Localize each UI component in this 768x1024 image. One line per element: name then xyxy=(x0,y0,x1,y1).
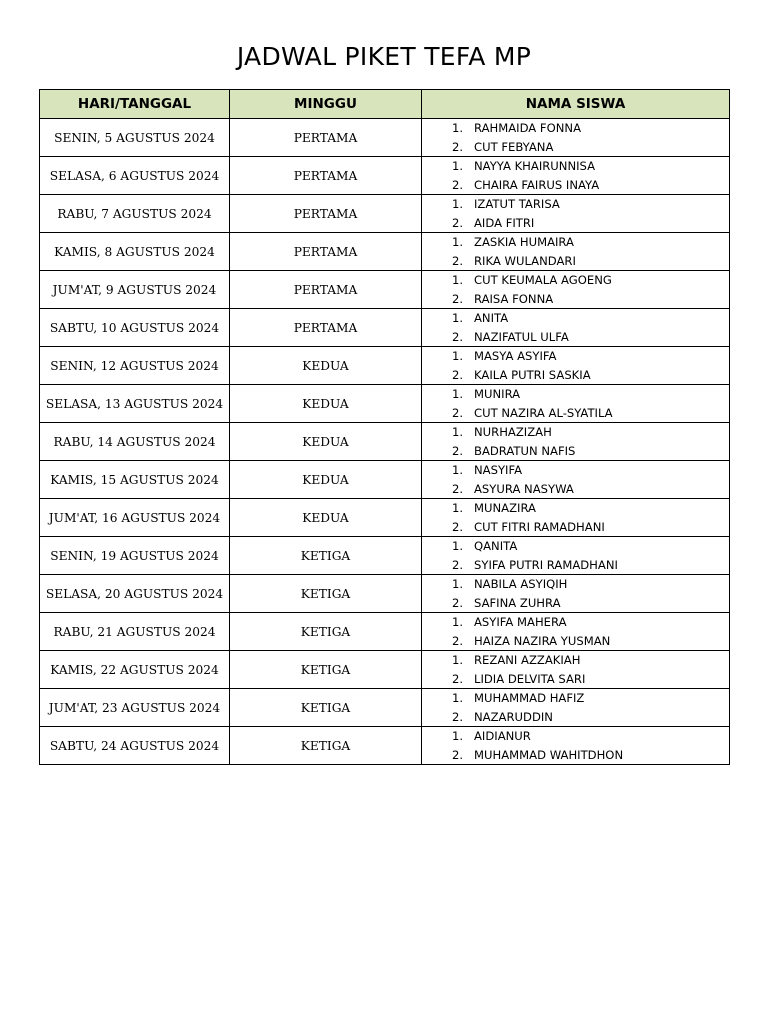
list-number: 2. xyxy=(452,139,464,154)
list-number: 1. xyxy=(452,501,464,515)
table-row xyxy=(40,347,730,385)
date-cell: RABU, 21 AGUSTUS 2024 xyxy=(40,613,230,651)
names-cell xyxy=(422,651,730,689)
list-number: 1. xyxy=(452,159,464,173)
table-row xyxy=(40,727,730,765)
list-number: 2. xyxy=(452,481,464,496)
date-cell: SABTU, 24 AGUSTUS 2024 xyxy=(40,727,230,765)
week-cell: PERTAMA xyxy=(230,233,422,271)
list-number: 1. xyxy=(452,311,464,325)
table-row xyxy=(40,233,730,271)
list-number: 1. xyxy=(452,349,464,363)
student-name: NAYYA KHAIRUNNISA xyxy=(474,159,596,173)
date-cell: SENIN, 12 AGUSTUS 2024 xyxy=(40,347,230,385)
student-name: BADRATUN NAFIS xyxy=(474,443,576,458)
list-number: 2. xyxy=(452,291,464,306)
date-cell: SELASA, 6 AGUSTUS 2024 xyxy=(40,157,230,195)
page-title: JADWAL PIKET TEFA MP xyxy=(236,42,532,71)
list-item xyxy=(422,670,729,689)
week-cell: KETIGA xyxy=(230,651,422,689)
date-cell: SABTU, 10 AGUSTUS 2024 xyxy=(40,309,230,347)
list-number: 1. xyxy=(452,425,464,439)
date-cell: JUM'AT, 16 AGUSTUS 2024 xyxy=(40,499,230,537)
table-row xyxy=(40,499,730,537)
list-item xyxy=(422,252,729,271)
student-list xyxy=(422,537,729,574)
student-name: NABILA ASYIQIH xyxy=(474,577,568,591)
student-name: CUT KEUMALA AGOENG xyxy=(474,273,612,287)
student-name: ASYIFA MAHERA xyxy=(474,615,567,629)
week-cell: KETIGA xyxy=(230,727,422,765)
header-hari-tanggal: HARI/TANGGAL xyxy=(40,90,230,119)
table-row xyxy=(40,309,730,347)
date-cell: SENIN, 5 AGUSTUS 2024 xyxy=(40,119,230,157)
list-item xyxy=(422,195,729,214)
list-number: 2. xyxy=(452,595,464,610)
date-cell: RABU, 7 AGUSTUS 2024 xyxy=(40,195,230,233)
student-name: MUHAMMAD HAFIZ xyxy=(474,691,585,705)
list-number: 1. xyxy=(452,729,464,743)
student-name: LIDIA DELVITA SARI xyxy=(474,671,586,686)
list-item xyxy=(422,613,729,632)
names-cell xyxy=(422,309,730,347)
student-list xyxy=(422,119,729,156)
schedule-body xyxy=(40,119,730,765)
student-name: NASYIFA xyxy=(474,463,522,477)
names-cell xyxy=(422,119,730,157)
table-row xyxy=(40,157,730,195)
student-list xyxy=(422,271,729,308)
list-item xyxy=(422,442,729,461)
list-item xyxy=(422,233,729,252)
date-cell: SENIN, 19 AGUSTUS 2024 xyxy=(40,537,230,575)
list-number: 2. xyxy=(452,443,464,458)
week-cell: PERTAMA xyxy=(230,309,422,347)
list-number: 1. xyxy=(452,653,464,667)
names-cell xyxy=(422,613,730,651)
table-row xyxy=(40,195,730,233)
list-number: 2. xyxy=(452,177,464,192)
list-number: 2. xyxy=(452,215,464,230)
student-name: SAFINA ZUHRA xyxy=(474,595,561,610)
student-list xyxy=(422,689,729,726)
list-number: 2. xyxy=(452,633,464,648)
list-item xyxy=(422,689,729,708)
week-cell: KEDUA xyxy=(230,385,422,423)
list-item xyxy=(422,632,729,651)
student-name: CHAIRA FAIRUS INAYA xyxy=(474,177,600,192)
list-number: 2. xyxy=(452,557,464,572)
student-list xyxy=(422,423,729,460)
student-name: NURHAZIZAH xyxy=(474,425,552,439)
student-list xyxy=(422,347,729,384)
student-name: RAHMAIDA FONNA xyxy=(474,121,581,135)
list-item xyxy=(422,461,729,480)
week-cell: PERTAMA xyxy=(230,271,422,309)
list-item xyxy=(422,309,729,328)
list-number: 2. xyxy=(452,329,464,344)
student-name: CUT FEBYANA xyxy=(474,139,554,154)
date-cell: KAMIS, 22 AGUSTUS 2024 xyxy=(40,651,230,689)
list-item xyxy=(422,575,729,594)
list-item xyxy=(422,594,729,613)
list-item xyxy=(422,518,729,537)
table-row xyxy=(40,461,730,499)
list-item xyxy=(422,651,729,670)
student-name: AIDA FITRI xyxy=(474,215,535,230)
week-cell: KETIGA xyxy=(230,575,422,613)
student-list xyxy=(422,727,729,764)
student-name: IZATUT TARISA xyxy=(474,197,560,211)
list-item xyxy=(422,746,729,765)
student-name: AIDIANUR xyxy=(474,729,531,743)
student-name: RIKA WULANDARI xyxy=(474,253,576,268)
week-cell: KEDUA xyxy=(230,347,422,385)
list-number: 1. xyxy=(452,615,464,629)
student-name: REZANI AZZAKIAH xyxy=(474,653,581,667)
week-cell: PERTAMA xyxy=(230,195,422,233)
week-cell: KEDUA xyxy=(230,499,422,537)
student-list xyxy=(422,195,729,232)
list-item xyxy=(422,499,729,518)
list-item xyxy=(422,347,729,366)
student-name: CUT NAZIRA AL-SYATILA xyxy=(474,405,613,420)
list-item xyxy=(422,176,729,195)
student-name: HAIZA NAZIRA YUSMAN xyxy=(474,633,611,648)
date-cell: JUM'AT, 23 AGUSTUS 2024 xyxy=(40,689,230,727)
student-list xyxy=(422,309,729,346)
date-cell: SELASA, 20 AGUSTUS 2024 xyxy=(40,575,230,613)
list-item xyxy=(422,157,729,176)
student-list xyxy=(422,157,729,194)
week-cell: KEDUA xyxy=(230,461,422,499)
student-name: MUNIRA xyxy=(474,387,521,401)
list-item xyxy=(422,328,729,347)
list-item xyxy=(422,404,729,423)
list-item xyxy=(422,138,729,157)
list-item xyxy=(422,556,729,575)
list-number: 2. xyxy=(452,367,464,382)
list-item xyxy=(422,537,729,556)
list-number: 1. xyxy=(452,235,464,249)
names-cell xyxy=(422,157,730,195)
week-cell: KETIGA xyxy=(230,537,422,575)
student-name: MUHAMMAD WAHITDHON xyxy=(474,747,624,762)
student-name: KAILA PUTRI SASKIA xyxy=(474,367,591,382)
table-row xyxy=(40,575,730,613)
student-name: SYIFA PUTRI RAMADHANI xyxy=(474,557,618,572)
names-cell xyxy=(422,727,730,765)
names-cell xyxy=(422,423,730,461)
student-name: ASYURA NASYWA xyxy=(474,481,574,496)
list-number: 2. xyxy=(452,747,464,762)
names-cell xyxy=(422,195,730,233)
date-cell: RABU, 14 AGUSTUS 2024 xyxy=(40,423,230,461)
list-number: 1. xyxy=(452,463,464,477)
table-row xyxy=(40,423,730,461)
list-item xyxy=(422,290,729,309)
names-cell xyxy=(422,347,730,385)
list-number: 2. xyxy=(452,253,464,268)
list-number: 1. xyxy=(452,273,464,287)
table-row xyxy=(40,689,730,727)
list-number: 1. xyxy=(452,577,464,591)
table-row xyxy=(40,537,730,575)
student-list xyxy=(422,385,729,422)
header-row xyxy=(40,90,730,119)
names-cell xyxy=(422,689,730,727)
table-row xyxy=(40,119,730,157)
student-name: ANITA xyxy=(474,311,509,325)
date-cell: SELASA, 13 AGUSTUS 2024 xyxy=(40,385,230,423)
names-cell xyxy=(422,499,730,537)
list-item xyxy=(422,366,729,385)
list-item xyxy=(422,727,729,746)
date-cell: JUM'AT, 9 AGUSTUS 2024 xyxy=(40,271,230,309)
list-number: 1. xyxy=(452,539,464,553)
student-name: RAISA FONNA xyxy=(474,291,554,306)
table-row xyxy=(40,651,730,689)
week-cell: PERTAMA xyxy=(230,119,422,157)
names-cell xyxy=(422,537,730,575)
list-number: 2. xyxy=(452,519,464,534)
student-name: CUT FITRI RAMADHANI xyxy=(474,519,605,534)
student-name: MASYA ASYIFA xyxy=(474,349,557,363)
list-number: 2. xyxy=(452,709,464,724)
week-cell: KETIGA xyxy=(230,613,422,651)
week-cell: KEDUA xyxy=(230,423,422,461)
date-cell: KAMIS, 8 AGUSTUS 2024 xyxy=(40,233,230,271)
week-cell: KETIGA xyxy=(230,689,422,727)
student-name: NAZARUDDIN xyxy=(474,709,553,724)
list-number: 2. xyxy=(452,405,464,420)
list-number: 1. xyxy=(452,197,464,211)
list-item xyxy=(422,271,729,290)
names-cell xyxy=(422,461,730,499)
list-item xyxy=(422,214,729,233)
list-item xyxy=(422,423,729,442)
student-list xyxy=(422,499,729,536)
list-item xyxy=(422,708,729,727)
student-list xyxy=(422,233,729,270)
student-list xyxy=(422,461,729,498)
student-name: MUNAZIRA xyxy=(474,501,536,515)
list-item xyxy=(422,385,729,404)
header-minggu: MINGGU xyxy=(230,90,422,119)
names-cell xyxy=(422,385,730,423)
table-row xyxy=(40,271,730,309)
list-number: 1. xyxy=(452,121,464,135)
names-cell xyxy=(422,233,730,271)
student-name: QANITA xyxy=(474,539,518,553)
list-item xyxy=(422,119,729,138)
names-cell xyxy=(422,271,730,309)
list-number: 2. xyxy=(452,671,464,686)
student-name: ZASKIA HUMAIRA xyxy=(474,235,574,249)
names-cell xyxy=(422,575,730,613)
list-number: 1. xyxy=(452,387,464,401)
student-list xyxy=(422,651,729,688)
student-list xyxy=(422,575,729,612)
student-list xyxy=(422,613,729,650)
date-cell: KAMIS, 15 AGUSTUS 2024 xyxy=(40,461,230,499)
header-nama-siswa: NAMA SISWA xyxy=(422,90,730,119)
schedule-table xyxy=(39,89,730,765)
list-item xyxy=(422,480,729,499)
week-cell: PERTAMA xyxy=(230,157,422,195)
table-row xyxy=(40,385,730,423)
list-number: 1. xyxy=(452,691,464,705)
table-row xyxy=(40,613,730,651)
student-name: NAZIFATUL ULFA xyxy=(474,329,569,344)
